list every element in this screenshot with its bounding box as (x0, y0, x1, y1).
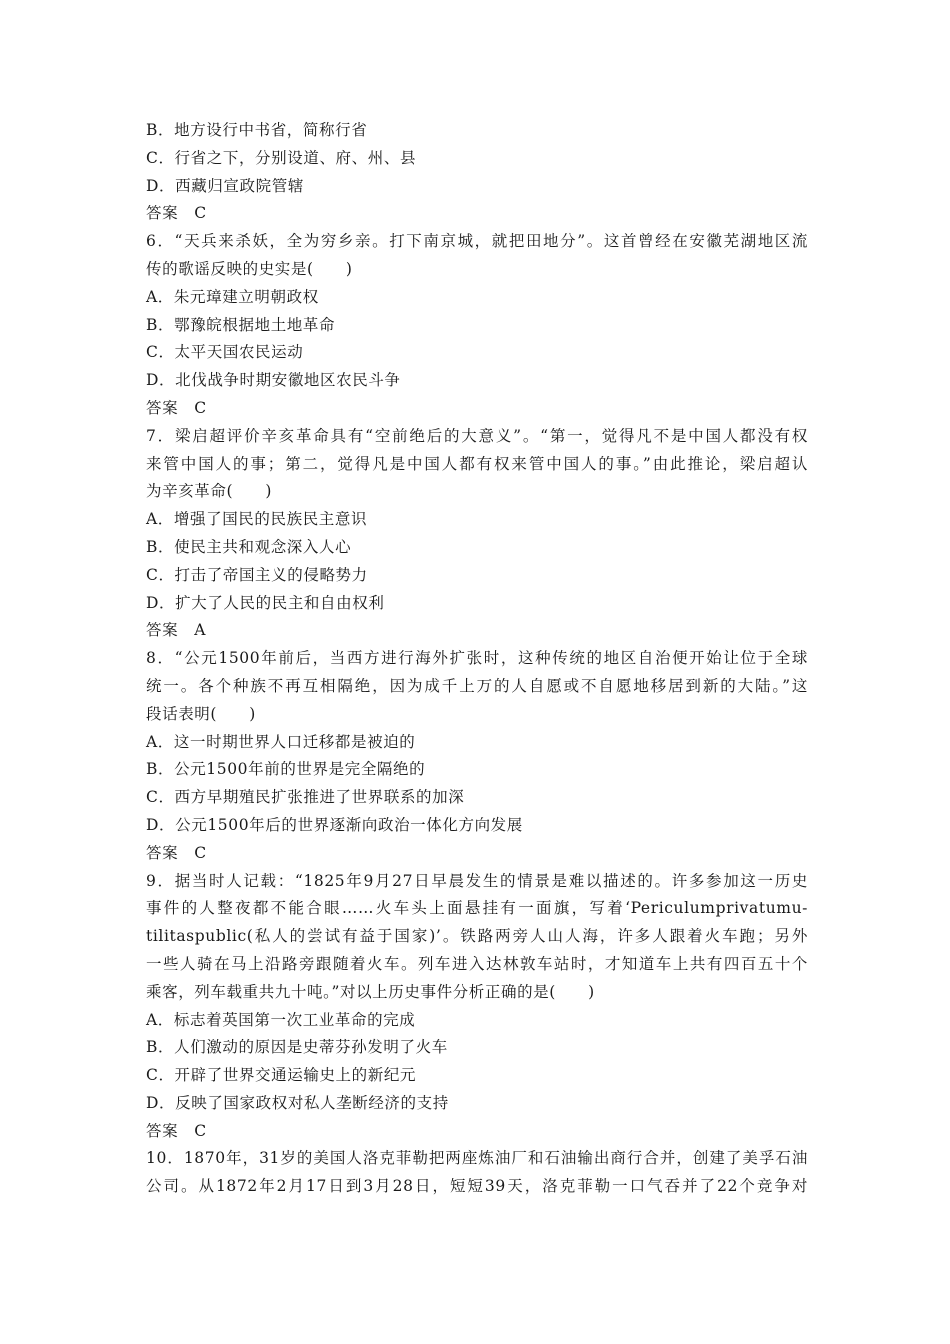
option-d: D．扩大了人民的民主和自由权利 (146, 593, 385, 612)
option-b: B．地方设行中书省，简称行省 (146, 121, 368, 139)
option-d: D．西藏归宣政院管辖 (146, 176, 304, 195)
answer: 答案 C (146, 398, 207, 417)
stem-line: 公司。从1872年2月17日到3月28日，短短39天，洛克菲勒一口气吞并了22个竞争对 (146, 1177, 808, 1196)
stem-line: 统一。各个种族不再互相隔绝，因为成千上万的人自愿或不自愿地移居到新的大陆。”这 (146, 676, 808, 695)
previous-question-tail (146, 117, 808, 228)
question-10 (146, 1145, 808, 1201)
question-stem (146, 645, 808, 728)
question-stem (146, 868, 808, 1007)
answer: 答案 C (146, 204, 207, 223)
option-b: B．公元1500年前的世界是完全隔绝的 (146, 760, 426, 779)
question-6 (146, 228, 808, 423)
stem-line: 为辛亥革命( ) (146, 482, 272, 501)
answer: 答案 C (146, 843, 207, 862)
option-a: A．标志着英国第一次工业革命的完成 (146, 1010, 416, 1029)
document-page (146, 117, 808, 1201)
option-d: D．北伐战争时期安徽地区农民斗争 (146, 371, 401, 390)
option-b: B．鄂豫皖根据地土地革命 (146, 315, 336, 334)
option-c: C．开辟了世界交通运输史上的新纪元 (146, 1066, 417, 1085)
stem-line: 9．据当时人记载：“1825年9月27日早晨发生的情景是难以描述的。许多参加这一历史 (146, 871, 808, 890)
option-c: C．西方早期殖民扩张推进了世界联系的加深 (146, 788, 465, 807)
stem-line: 10．1870年，31岁的美国人洛克菲勒把两座炼油厂和石油输出商行合并，创建了美孚石油 (146, 1149, 808, 1168)
stem-line: 一些人骑在马上沿路旁跟随着火车。列车进入达林敦车站时，才知道车上共有四百五十个 (146, 954, 808, 973)
stem-line: 6．“天兵来杀妖，全为穷乡亲。打下南京城，就把田地分”。这首曾经在安徽芜湖地区流 (146, 232, 808, 251)
option-c: C．打击了帝国主义的侵略势力 (146, 565, 368, 584)
stem-line: 8．“公元1500年前后，当西方进行海外扩张时，这种传统的地区自治便开始让位于全球 (146, 649, 808, 668)
option-c: C．太平天国农民运动 (146, 343, 304, 362)
question-stem (146, 423, 808, 506)
option-a: A．增强了国民的民族民主意识 (146, 510, 368, 529)
question-stem (146, 228, 808, 284)
answer: 答案 A (146, 621, 207, 640)
option-b: B．人们激动的原因是史蒂芬孙发明了火车 (146, 1038, 448, 1057)
question-8 (146, 645, 808, 867)
stem-line: 事件的人整夜都不能合眼……火车头上面悬挂有一面旗，写着‘Periculumprivatumu- (146, 899, 808, 918)
option-c: C．行省之下，分别设道、府、州、县 (146, 148, 417, 167)
question-7 (146, 423, 808, 645)
option-d: D．反映了国家政权对私人垄断经济的支持 (146, 1093, 449, 1112)
stem-line: tilitaspublic(私人的尝试有益于国家)’。铁路两旁人山人海，许多人跟着火车跑；另外 (146, 927, 808, 946)
stem-line: 乘客，列车载重共九十吨。”对以上历史事件分析正确的是( ) (146, 982, 595, 1001)
option-d: D．公元1500年后的世界逐渐向政治一体化方向发展 (146, 815, 523, 834)
option-a: A．这一时期世界人口迁移都是被迫的 (146, 732, 416, 751)
stem-line: 传的歌谣反映的史实是( ) (146, 259, 353, 278)
question-9 (146, 868, 808, 1146)
option-a: A．朱元璋建立明朝政权 (146, 287, 319, 306)
stem-line: 7．梁启超评价辛亥革命具有“空前绝后的大意义”。“第一，觉得凡不是中国人都没有权 (146, 426, 808, 445)
answer: 答案 C (146, 1121, 207, 1140)
option-b: B．使民主共和观念深入人心 (146, 537, 352, 556)
stem-line: 来管中国人的事；第二，觉得凡是中国人都有权来管中国人的事。”由此推论，梁启超认 (146, 454, 808, 473)
stem-line: 段话表明( ) (146, 704, 256, 723)
question-stem (146, 1145, 808, 1201)
